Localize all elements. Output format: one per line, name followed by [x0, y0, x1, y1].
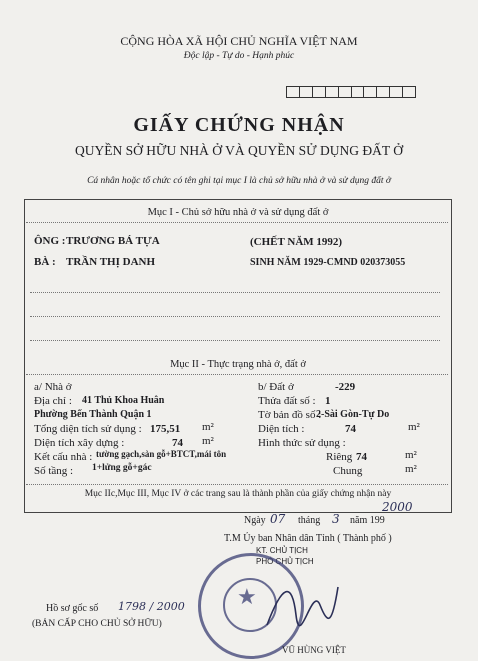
section2-heading: Mục II - Thực trạng nhà ở, đất ở	[170, 359, 306, 370]
section1-heading: Mục I - Chủ sở hữu nhà ở và sử dụng đất ở	[147, 207, 329, 218]
blank-line	[30, 316, 440, 317]
issuing-authority: T.M Ủy ban Nhân dân Tỉnh ( Thành phố )	[224, 533, 392, 544]
document-subtitle: QUYỀN SỞ HỮU NHÀ Ở VÀ QUYỀN SỬ DỤNG ĐẤT Ở	[75, 143, 403, 158]
divider	[26, 222, 448, 223]
owner2-label: BÀ :	[34, 256, 56, 268]
role-deputy: KT. CHỦ TỊCH	[256, 546, 308, 555]
usage-label: Hình thức sử dụng :	[258, 437, 346, 449]
blank-line	[30, 340, 440, 341]
structure-label: Kết cấu nhà :	[34, 451, 93, 463]
lot-value: 1	[325, 395, 331, 407]
footer-note: Mục IIc,Mục III, Mục IV ở các trang sau là thành phần của giấy chứng nhận này	[84, 489, 392, 499]
total-area-value: 175,51	[150, 423, 181, 435]
land-area-unit: m²	[408, 421, 420, 433]
owner1-note: (CHẾT NĂM 1992)	[250, 236, 343, 248]
floors-value: 1+lửng gỗ+gác	[92, 463, 152, 473]
intro-text: Cá nhân hoặc tổ chức có tên ghi tại mục I là chủ sở hữu nhà ở và sử dụng đất ở	[87, 176, 391, 186]
nation-heading: CỘNG HÒA XÃ HỘI CHỦ NGHĨA VIỆT NAM	[120, 34, 358, 48]
blank-line	[30, 292, 440, 293]
signature-scribble	[262, 575, 342, 635]
shared-label: Chung	[333, 465, 363, 477]
ward-value: Phường Bến Thành Quận 1	[34, 409, 152, 420]
signer-name: VŨ HÙNG VIỆT	[282, 645, 346, 655]
divider	[26, 484, 448, 485]
floors-label: Số tầng :	[34, 465, 74, 477]
private-value: 74	[356, 451, 367, 463]
lot-label: Thửa đất số :	[258, 395, 316, 407]
month-value: 3	[332, 512, 340, 526]
date-year-label: năm 199	[350, 515, 385, 526]
motto: Độc lập - Tự do - Hạnh phúc	[183, 51, 295, 61]
total-area-label: Tổng diện tích sử dụng :	[34, 423, 142, 435]
land-label: b/ Đất ở	[258, 381, 294, 393]
address-value: 41 Thủ Khoa Huân	[82, 395, 165, 406]
address-label: Địa chỉ :	[34, 395, 72, 407]
owner1-label: ÔNG :	[34, 235, 66, 247]
land-area-value: 74	[345, 423, 356, 435]
serial-number-boxes	[286, 86, 416, 98]
build-area-label: Diện tích xây dựng :	[34, 437, 125, 449]
year-value: 2000	[382, 500, 413, 514]
structure-value: tường gạch,sàn gỗ+BTCT,mái tôn	[96, 449, 227, 459]
owner2-name: TRẦN THỊ DANH	[66, 256, 156, 268]
divider	[26, 374, 448, 375]
file-number-value: 1798 / 2000	[118, 600, 185, 613]
total-area-unit: m²	[202, 421, 214, 433]
private-label: Riêng	[326, 451, 353, 463]
owner2-note: SINH NĂM 1929-CMND 020373055	[250, 257, 406, 268]
build-area-value: 74	[172, 437, 183, 449]
date-month-label: tháng	[298, 515, 321, 526]
file-number-label: Hồ sơ gốc số	[46, 603, 99, 614]
private-unit: m²	[405, 449, 417, 461]
document-title: GIẤY CHỨNG NHẬN	[133, 114, 345, 136]
map-label: Tờ bản đồ số :	[258, 409, 322, 421]
official-seal: ★	[198, 553, 304, 659]
shared-unit: m²	[405, 463, 417, 475]
land-area-label: Diện tích :	[258, 423, 305, 435]
build-area-unit: m²	[202, 435, 214, 447]
role-vice-chair: PHÓ CHỦ TỊCH	[256, 557, 314, 566]
lot-extra: -229	[335, 381, 356, 393]
day-value: 07	[270, 512, 286, 526]
map-value: 2-Sài Gòn-Tự Do	[316, 409, 390, 420]
owner1-name: TRƯƠNG BÁ TỰA	[66, 235, 160, 247]
date-day-label: Ngày	[244, 515, 266, 526]
copy-note: (BẢN CẤP CHO CHỦ SỞ HỮU)	[32, 619, 162, 629]
house-label: a/ Nhà ở	[34, 381, 72, 393]
